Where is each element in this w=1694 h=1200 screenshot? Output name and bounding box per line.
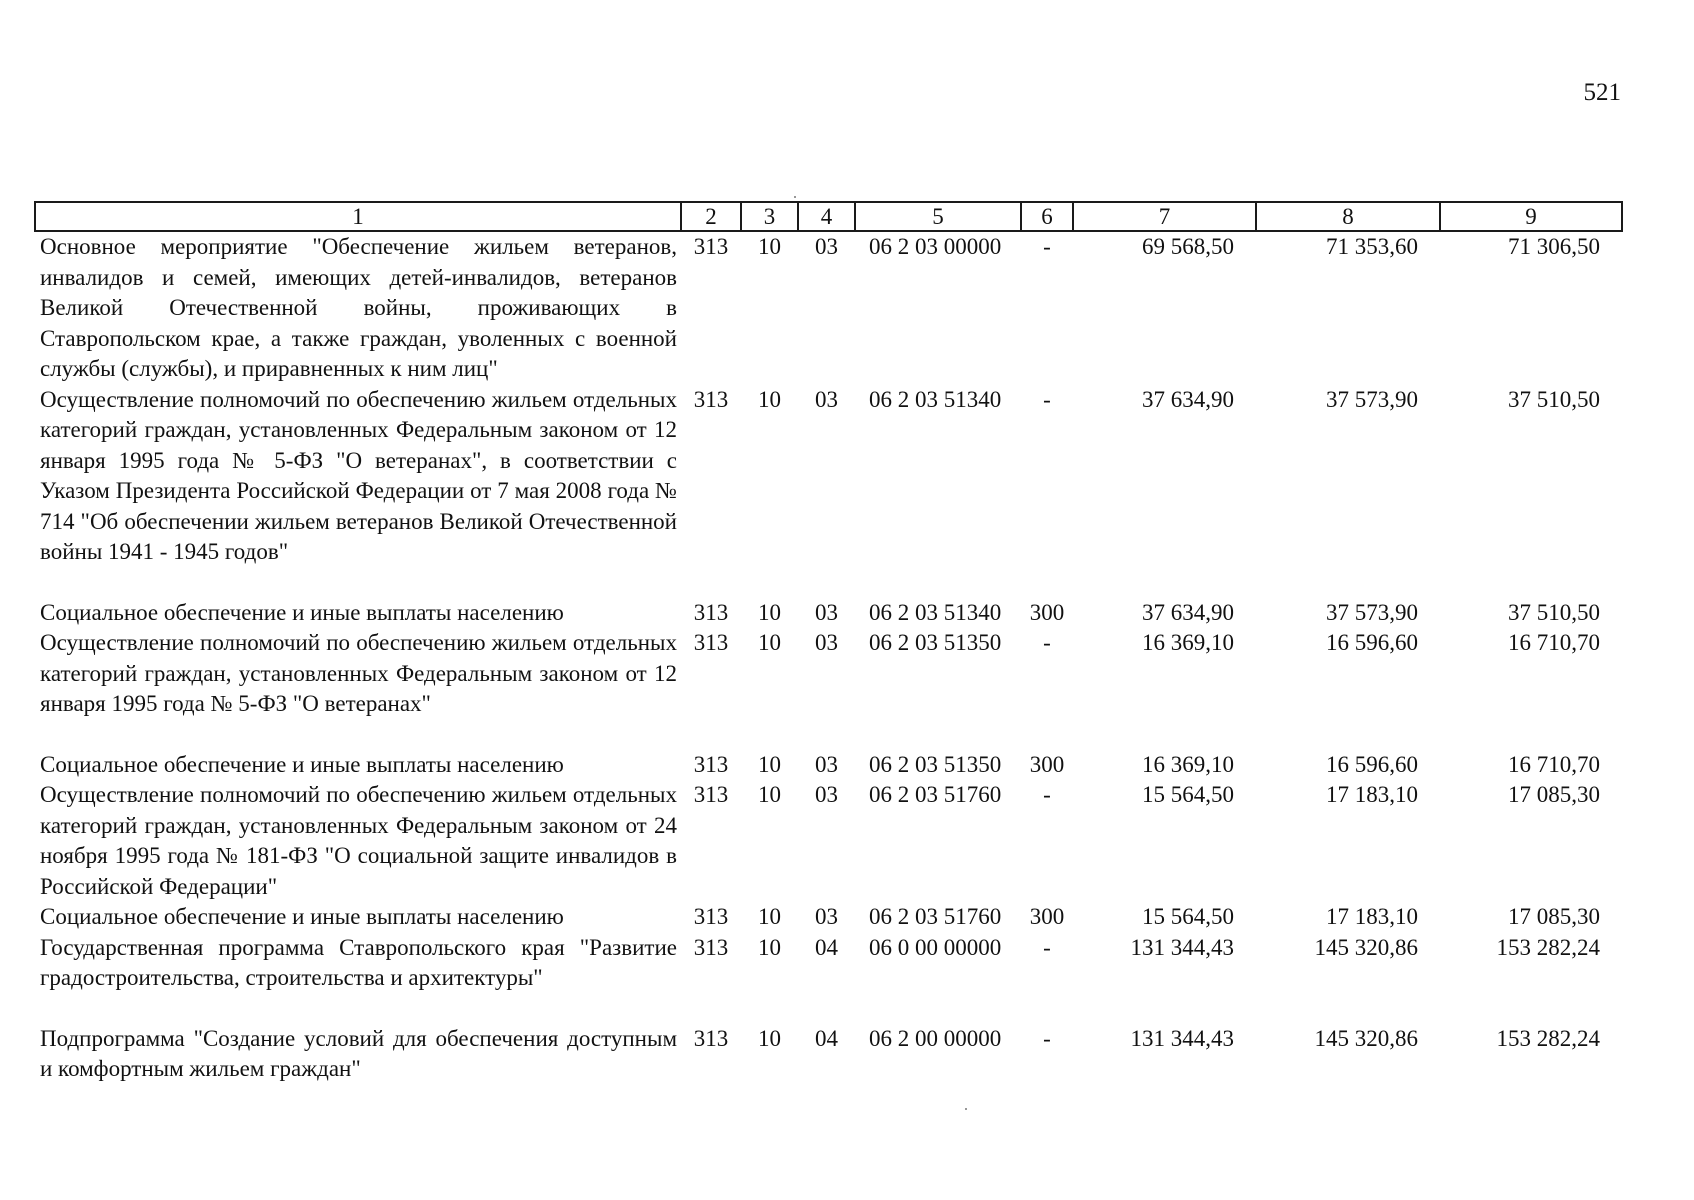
ministry-code: 313 — [693, 904, 729, 929]
amount-col-9: 16 710,70 — [1508, 751, 1600, 777]
expense-type-code: - — [1043, 234, 1051, 259]
amount-col-9: 153 282,24 — [1496, 934, 1600, 960]
amount-col-7: 16 369,10 — [1142, 630, 1234, 655]
amount-col-7: 37 634,90 — [1142, 386, 1234, 412]
column-header-4: 4 — [798, 202, 855, 231]
amount-col-8: 145 320,86 — [1314, 1025, 1418, 1051]
amount-col-8: 145 320,86 — [1314, 934, 1418, 960]
target-article-code: 06 2 00 00000 — [869, 1025, 1002, 1051]
table-header-row — [35, 202, 1622, 231]
item-name: Осуществление полномочий по обеспечению жильем отдельных категорий граждан, установленных Федеральным законом от 12 января 1995 года № 5-ФЗ "О ветеранах", в соответствии с Указом Президента Российской Федерации от 7 мая 2008 года № 714 "Об обеспечении жильем ветеранов Великой Отечественной войны 1941 - 1945 годов" — [40, 386, 677, 564]
target-article-code: 06 2 03 51350 — [869, 630, 1002, 655]
column-header-2: 2 — [681, 202, 741, 231]
section-code: 10 — [758, 630, 781, 655]
ministry-code: 313 — [693, 782, 729, 807]
item-name: Осуществление полномочий по обеспечению жильем отдельных категорий граждан, установленных Федеральным законом от 24 ноября 1995 года № 181-ФЗ "О социальной защите инвалидов в Российской Федерации" — [40, 782, 677, 899]
scan-speck — [794, 196, 796, 198]
ministry-code: 313 — [693, 934, 729, 960]
amount-col-8: 37 573,90 — [1326, 599, 1418, 625]
section-code: 10 — [758, 782, 781, 807]
amount-col-8: 17 183,10 — [1326, 782, 1418, 807]
item-name: Основное мероприятие "Обеспечение жильем ветеранов, инвалидов и семей, имеющих детей-инвалидов, ветеранов Великой Отечественной войны, проживающих в Ставропольском крае, а также граждан, уволенных с военной службы (службы), и приравненных к ним лиц" — [40, 234, 677, 381]
amount-col-9: 37 510,50 — [1508, 599, 1600, 625]
ministry-code: 313 — [693, 599, 729, 625]
amount-col-8: 16 596,60 — [1326, 751, 1418, 777]
item-name: Социальное обеспечение и иные выплаты населению — [40, 599, 564, 625]
table-row — [35, 628, 1622, 750]
section-code: 10 — [758, 904, 781, 929]
column-header-6: 6 — [1021, 202, 1073, 231]
table-row — [35, 933, 1622, 1024]
amount-col-8: 17 183,10 — [1326, 904, 1418, 929]
ministry-code: 313 — [693, 1025, 729, 1051]
ministry-code: 313 — [693, 234, 729, 259]
amount-col-7: 37 634,90 — [1142, 599, 1234, 625]
amount-col-9: 153 282,24 — [1496, 1025, 1600, 1051]
item-name: Государственная программа Ставропольского края "Развитие градостроительства, строительства и архитектуры" — [40, 934, 677, 990]
table-row — [35, 780, 1622, 902]
ministry-code: 313 — [693, 751, 729, 777]
column-header-8: 8 — [1256, 202, 1440, 231]
item-name: Подпрограмма "Создание условий для обеспечения доступным и комфортным жильем граждан" — [40, 1025, 677, 1081]
amount-col-9: 71 306,50 — [1508, 234, 1600, 259]
amount-col-7: 131 344,43 — [1130, 1025, 1234, 1051]
amount-col-7: 131 344,43 — [1130, 934, 1234, 960]
section-code: 10 — [758, 1025, 781, 1051]
subsection-code: 03 — [815, 630, 838, 655]
target-article-code: 06 2 03 51760 — [869, 782, 1002, 807]
expense-type-code: - — [1043, 1025, 1051, 1051]
expense-type-code: - — [1043, 386, 1051, 412]
table-row — [35, 385, 1622, 598]
target-article-code: 06 2 03 00000 — [869, 234, 1002, 259]
subsection-code: 04 — [815, 1025, 838, 1051]
amount-col-9: 17 085,30 — [1508, 782, 1600, 807]
table-row — [35, 1024, 1622, 1085]
amount-col-9: 37 510,50 — [1508, 386, 1600, 412]
item-name: Социальное обеспечение и иные выплаты населению — [40, 904, 564, 929]
column-header-3: 3 — [741, 202, 798, 231]
target-article-code: 06 0 00 00000 — [869, 934, 1002, 960]
amount-col-9: 16 710,70 — [1508, 630, 1600, 655]
target-article-code: 06 2 03 51340 — [869, 386, 1002, 412]
item-name: Осуществление полномочий по обеспечению жильем отдельных категорий граждан, установленных Федеральным законом от 12 января 1995 года № 5-ФЗ "О ветеранах" — [40, 630, 677, 716]
section-code: 10 — [758, 751, 781, 777]
section-code: 10 — [758, 599, 781, 625]
ministry-code: 313 — [693, 386, 729, 412]
amount-col-7: 15 564,50 — [1142, 904, 1234, 929]
expense-type-code: - — [1043, 630, 1051, 655]
amount-col-8: 16 596,60 — [1326, 630, 1418, 655]
table-row — [35, 902, 1622, 933]
column-header-7: 7 — [1073, 202, 1256, 231]
table-row — [35, 598, 1622, 629]
subsection-code: 04 — [815, 934, 838, 960]
amount-col-7: 16 369,10 — [1142, 751, 1234, 777]
amount-col-8: 71 353,60 — [1326, 234, 1418, 259]
amount-col-9: 17 085,30 — [1508, 904, 1600, 929]
section-code: 10 — [758, 234, 781, 259]
subsection-code: 03 — [815, 904, 838, 929]
amount-col-7: 69 568,50 — [1142, 234, 1234, 259]
subsection-code: 03 — [815, 751, 838, 777]
page-number: 521 — [1583, 79, 1621, 106]
target-article-code: 06 2 03 51340 — [869, 599, 1002, 625]
budget-table — [34, 201, 1623, 1085]
expense-type-code: 300 — [1029, 599, 1065, 625]
scan-speck — [965, 1108, 967, 1110]
section-code: 10 — [758, 934, 781, 960]
section-code: 10 — [758, 386, 781, 412]
column-header-1: 1 — [35, 202, 681, 231]
column-header-9: 9 — [1440, 202, 1622, 231]
table-row — [35, 750, 1622, 781]
target-article-code: 06 2 03 51760 — [869, 904, 1002, 929]
expense-type-code: 300 — [1029, 751, 1065, 777]
item-name: Социальное обеспечение и иные выплаты населению — [40, 751, 564, 777]
target-article-code: 06 2 03 51350 — [869, 751, 1002, 777]
expense-type-code: - — [1043, 934, 1051, 960]
column-header-5: 5 — [855, 202, 1021, 231]
amount-col-8: 37 573,90 — [1326, 386, 1418, 412]
subsection-code: 03 — [815, 234, 838, 259]
subsection-code: 03 — [815, 386, 838, 412]
expense-type-code: 300 — [1029, 904, 1065, 929]
expense-type-code: - — [1043, 782, 1051, 807]
subsection-code: 03 — [815, 782, 838, 807]
ministry-code: 313 — [693, 630, 729, 655]
subsection-code: 03 — [815, 599, 838, 625]
table-row — [35, 231, 1622, 385]
amount-col-7: 15 564,50 — [1142, 782, 1234, 807]
